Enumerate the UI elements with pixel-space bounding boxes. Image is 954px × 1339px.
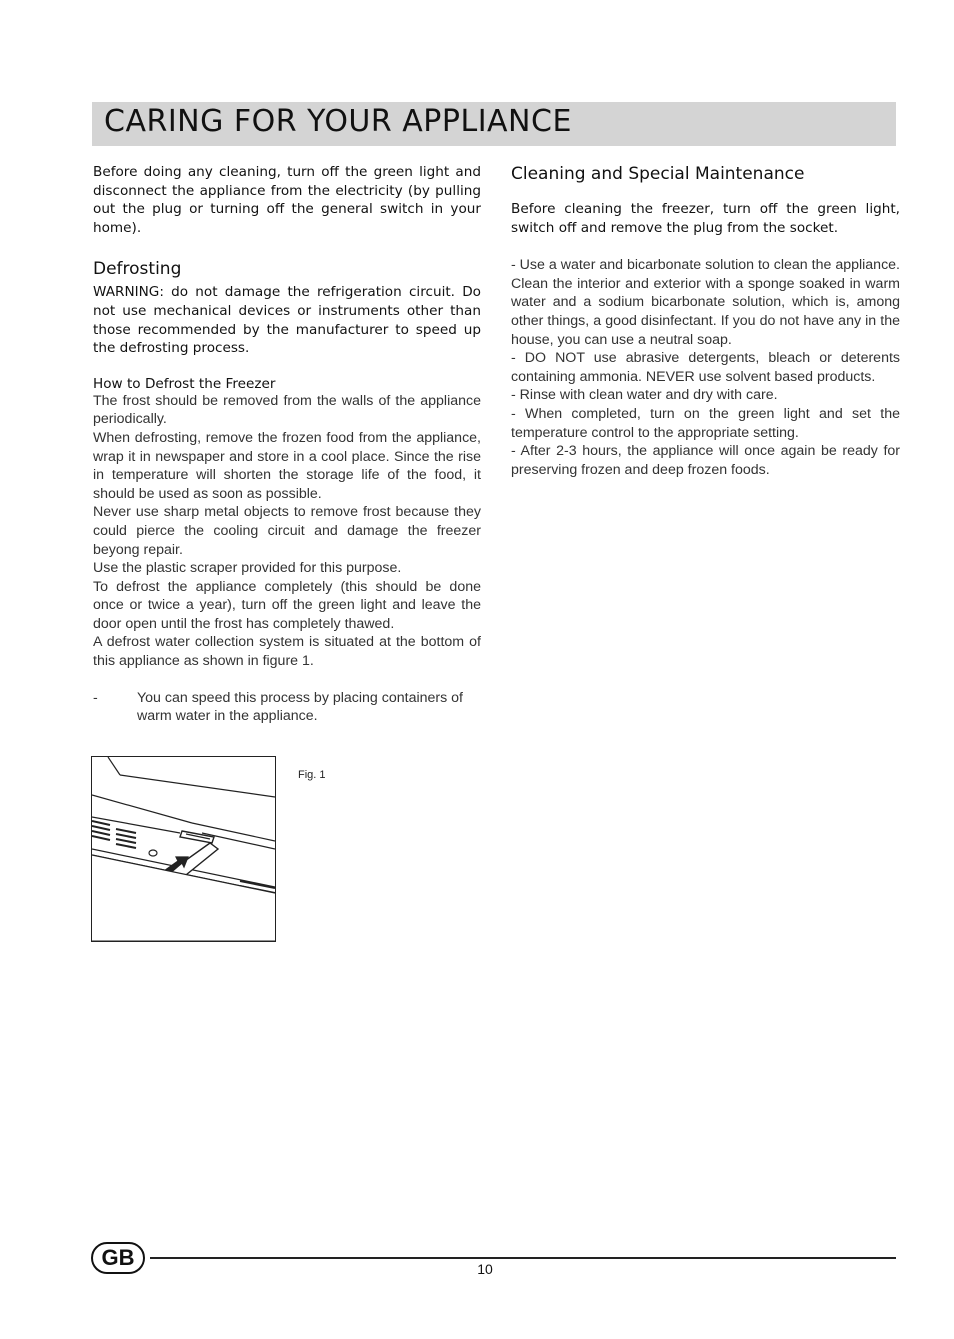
language-badge: GB [91, 1242, 145, 1274]
howto-paragraph: Use the plastic scraper provided for this purpose. [93, 560, 402, 577]
howto-heading: How to Defrost the Freezer [93, 375, 276, 392]
section-header-bar [92, 102, 896, 146]
left-column [93, 163, 481, 726]
bullet-dash: - [93, 689, 98, 706]
cleaning-paragraph: - After 2-3 hours, the appliance will once again be ready for preserving frozen and deep frozen foods. [511, 443, 900, 478]
footer-divider [150, 1257, 896, 1259]
cleaning-paragraph: - When completed, turn on the green light and set the temperature control to the appropriate setting. [511, 405, 900, 441]
defrosting-heading: Defrosting [93, 259, 182, 280]
tip-bullet [93, 689, 481, 726]
defrosting-warning: WARNING: do not damage the refrigeration circuit. Do not use mechanical devices or instruments other than those recommended by the manufacturer to speed up the defrosting process. [93, 284, 481, 357]
cleaning-paragraph: - Use a water and bicarbonate solution to clean the appliance. Clean the interior and exterior with a sponge soaked in warm water and a sodium bicarbonate solution, which is, among other things, a good disinfectant. If you do not have any in the house, you can use a neutral soap. [511, 257, 900, 348]
cleaning-paragraph: - DO NOT use abrasive detergents, bleach or deterents containing ammonia. NEVER use solvent based products. [511, 350, 900, 385]
right-column [511, 163, 900, 479]
figure-caption: Fig. 1 [298, 769, 326, 781]
howto-paragraph: A defrost water collection system is situated at the bottom of this appliance as shown in figure 1. [93, 634, 481, 670]
cleaning-intro: Before doing any cleaning, turn off the green light and disconnect the appliance from the electricity (by pulling out the plug or turning off the general switch in your home). [93, 164, 481, 236]
bullet-text: You can speed this process by placing containers of warm water in the appliance. [137, 689, 463, 725]
cleaning-body [511, 256, 900, 479]
page-title: CARING FOR YOUR APPLIANCE [104, 104, 572, 139]
cleaning-maintenance-heading: Cleaning and Special Maintenance [511, 164, 805, 184]
howto-paragraph: Never use sharp metal objects to remove frost because they could pierce the cooling circuit and damage the freezer beyong repair. [93, 504, 481, 558]
howto-body [93, 392, 481, 671]
defrost-drain-figure [91, 756, 276, 942]
cleaning-paragraph: - Rinse with clean water and dry with care. [511, 387, 778, 404]
cleaning-bold-intro: Before cleaning the freezer, turn off the green light, switch off and remove the plug from the socket. [511, 201, 900, 236]
defrost-drain-illustration [92, 757, 275, 941]
howto-paragraph: When defrosting, remove the frozen food from the appliance, wrap it in newspaper and store in a cool place. Since the rise in temperature will shorten the storage life of the food, it should be used as soon as possible. [93, 429, 481, 502]
howto-paragraph: To defrost the appliance completely (this should be done once or twice a year), turn off the green light and leave the door open until the frost has completely thawed. [93, 578, 481, 632]
page-number: 10 [477, 1261, 493, 1277]
howto-paragraph: The frost should be removed from the walls of the appliance periodically. [93, 392, 481, 428]
